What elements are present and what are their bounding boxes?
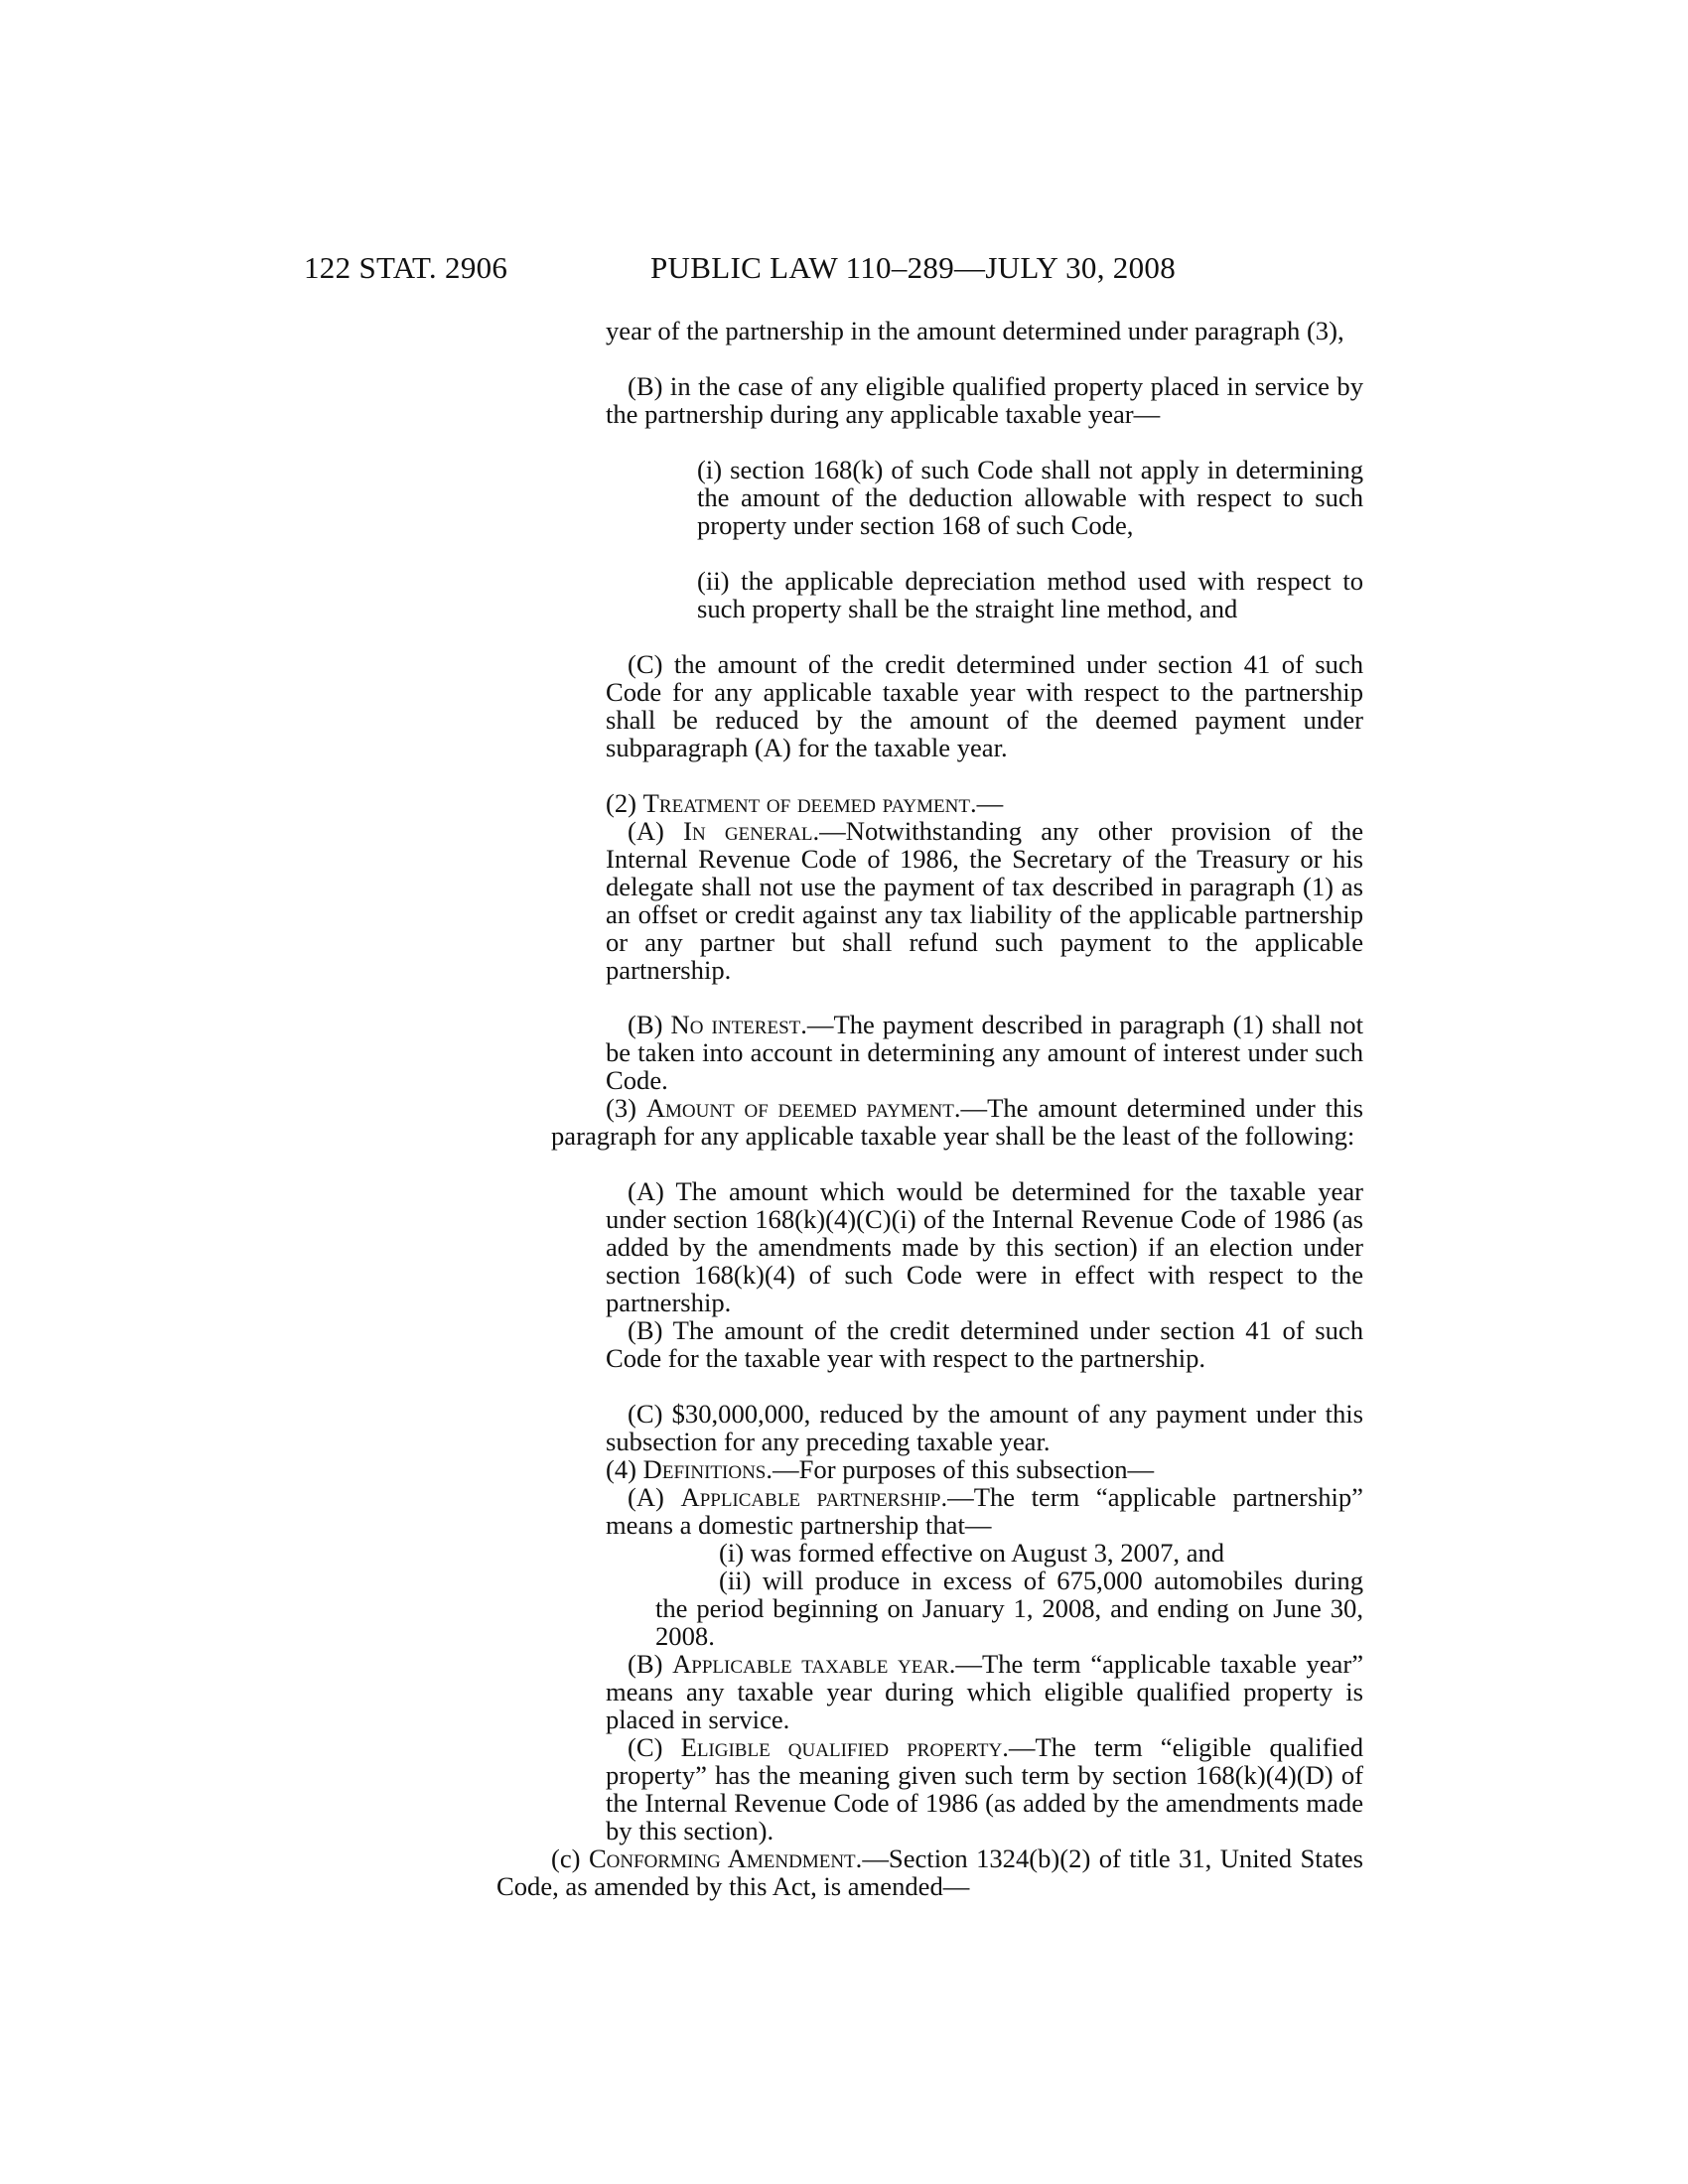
clause-1-b-ii xyxy=(697,568,1363,623)
statute-page-reference: 122 STAT. 2906 xyxy=(304,250,508,285)
text: (B) in the case of any eligible qualified property placed in service by the partnership during any applicable taxable year— xyxy=(606,371,1363,429)
subparagraph-1-c xyxy=(606,651,1363,762)
text: .—The payment described in paragraph (1) shall not be taken into account in determining any amount of interest under such Code. xyxy=(606,1010,1363,1095)
subparagraph-3-c xyxy=(606,1401,1363,1456)
text: (2) xyxy=(606,788,643,818)
paragraph-1-continuation xyxy=(606,318,1363,345)
text: (3) xyxy=(606,1093,646,1123)
text: (ii) the applicable depreciation method used with respect to such property shall be the straight line method, and xyxy=(697,566,1363,623)
text: (ii) will produce in excess of 675,000 automobiles during the period beginning on January 1, 2008, and ending on June 30, 2008. xyxy=(655,1566,1363,1651)
clause-4-a-ii xyxy=(655,1568,1363,1651)
text: (4) xyxy=(606,1454,643,1484)
paragraph-4-heading xyxy=(606,1456,1363,1484)
subparagraph-2-b xyxy=(606,1012,1363,1095)
text: .— xyxy=(969,788,1004,818)
subparagraph-4-a xyxy=(606,1484,1363,1540)
heading-text: Conforming Amendment xyxy=(588,1843,856,1873)
text: (B) xyxy=(628,1010,671,1039)
heading-text: Applicable taxable year xyxy=(672,1649,949,1679)
heading-text: Definitions xyxy=(642,1454,767,1484)
subsection-c xyxy=(496,1845,1363,1901)
text: .—The term “applicable taxable year” means any taxable year during which eligible qualified property is placed in service. xyxy=(606,1649,1363,1734)
running-header-title: PUBLIC LAW 110–289—JULY 30, 2008 xyxy=(650,250,1177,285)
text: year of the partnership in the amount determined under paragraph (3), xyxy=(606,316,1344,345)
text: (C) the amount of the credit determined under section 41 of such Code for any applicable taxable year with respect to the partnership shall be reduced by the amount of the deemed payment under subparagraph (A) for the taxable year. xyxy=(606,649,1363,762)
clause-1-b-i xyxy=(697,457,1363,540)
subparagraph-2-a xyxy=(606,818,1363,984)
text: (B) xyxy=(628,1649,673,1679)
heading-text: Eligible qualified property xyxy=(680,1732,1003,1762)
heading-text: Treatment of deemed payment xyxy=(642,788,970,818)
clause-4-a-i xyxy=(697,1540,1363,1568)
text: (i) was formed effective on August 3, 2007, and xyxy=(719,1538,1225,1568)
text: .—The term “applicable partnership” means a domestic partnership that— xyxy=(606,1482,1363,1540)
text: (C) $30,000,000, reduced by the amount of any payment under this subsection for any preceding taxable year. xyxy=(606,1399,1363,1456)
text: (c) xyxy=(551,1843,589,1873)
text: (A) xyxy=(628,816,684,846)
heading-text: Applicable partnership xyxy=(680,1482,941,1512)
paragraph-3 xyxy=(551,1095,1363,1151)
heading-text: Amount of deemed payment xyxy=(645,1093,954,1123)
heading-text: In general xyxy=(683,816,813,846)
text: .—Notwithstanding any other provision of the Internal Revenue Code of 1986, the Secretary of the Treasury or his delegate shall not use the payment of tax described in paragraph (1) as an offset or credit against any tax liability of the applicable partnership or any partner but shall refund such payment to the applicable partnership. xyxy=(606,816,1363,985)
text: (A) The amount which would be determined for the taxable year under section 168(k)(4)(C)(i) of the Internal Revenue Code of 1986 (as added by the amendments made by this section) if an election under section 168(k)(4) of such Code were in effect with respect to the partnership. xyxy=(606,1176,1363,1317)
subparagraph-4-c xyxy=(606,1734,1363,1845)
text: .—The term “eligible qualified property” has the meaning given such term by section 168(k)(4)(D) of the Internal Revenue Code of 1986 (as added by the amendments made by this section). xyxy=(606,1732,1363,1845)
heading-text: No interest xyxy=(670,1010,801,1039)
text: (C) xyxy=(628,1732,681,1762)
text: .—Section 1324(b)(2) of title 31, United States Code, as amended by this Act, is amended— xyxy=(496,1843,1364,1901)
subparagraph-3-a xyxy=(606,1178,1363,1317)
text: .—The amount determined under this paragraph for any applicable taxable year shall be the least of the following: xyxy=(551,1093,1363,1151)
text: (A) xyxy=(628,1482,681,1512)
text: (i) section 168(k) of such Code shall not apply in determining the amount of the deduction allowable with respect to such property under section 168 of such Code, xyxy=(697,455,1363,540)
subparagraph-3-b xyxy=(606,1317,1363,1373)
subparagraph-1-b xyxy=(606,373,1363,429)
paragraph-2-heading xyxy=(606,790,1363,818)
text: (B) The amount of the credit determined under section 41 of such Code for the taxable year with respect to the partnership. xyxy=(606,1315,1363,1373)
subparagraph-4-b xyxy=(606,1651,1363,1734)
text: .—For purposes of this subsection— xyxy=(766,1454,1155,1484)
